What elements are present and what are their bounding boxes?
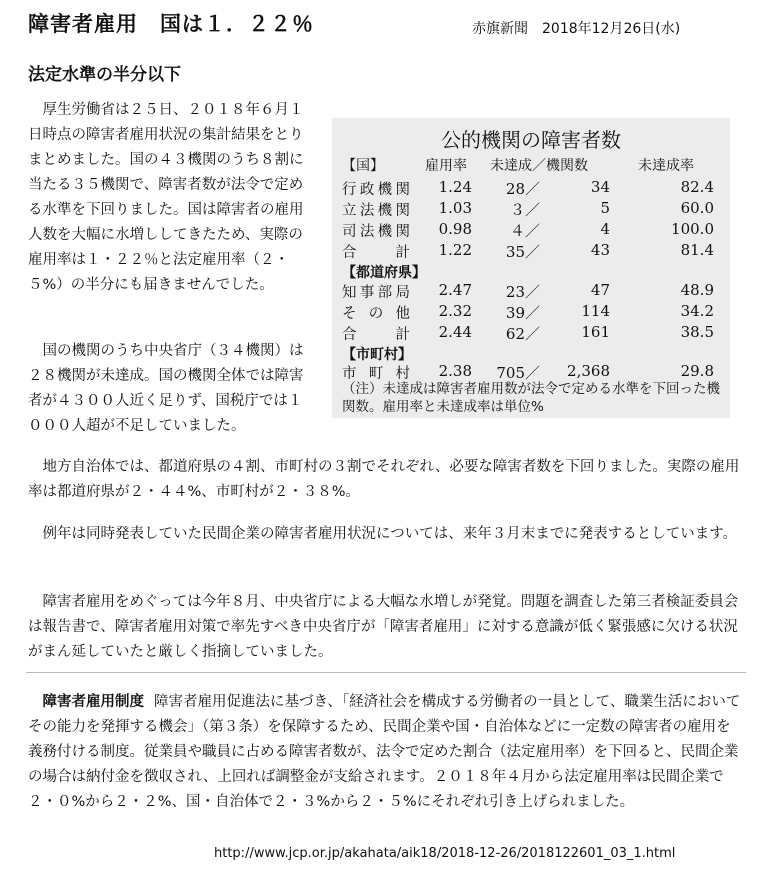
header-unmet-pct: 未達成率	[638, 158, 694, 174]
row-total: 4	[600, 220, 610, 238]
row-name: 立法機関	[342, 203, 410, 219]
paragraph-3: 地方自治体では、都道府県の４割、市町村の３割でそれぞれ、必要な障害者数を下回りました。実際の雇用率は都道府県が２・４４%、市町村が２・３８%。	[28, 459, 740, 500]
row-name: 合 計	[342, 327, 410, 343]
section-divider	[26, 672, 746, 673]
table-title: 公的機関の障害者数	[441, 128, 621, 152]
paragraph-4: 例年は同時発表していた民間企業の障害者雇用状況については、来年３月末までに発表するとしています。	[42, 526, 738, 542]
row-total: 2,368	[567, 362, 610, 380]
row-pct: 34.2	[680, 302, 714, 320]
row-unmet: 28／	[505, 180, 540, 198]
row-rate: 2.38	[438, 362, 472, 380]
table-row	[332, 220, 730, 242]
table-row	[332, 241, 730, 263]
row-rate: 0.98	[438, 220, 472, 238]
row-rate: 1.24	[438, 178, 472, 196]
row-unmet: ３／	[509, 201, 540, 219]
row-rate: 1.22	[438, 241, 472, 259]
row-name: 司法機関	[342, 224, 410, 240]
table-row	[332, 323, 730, 345]
row-unmet: 62／	[505, 325, 540, 343]
row-total: 47	[590, 281, 610, 299]
headline: 障害者雇用 国は１．２２％	[28, 12, 314, 36]
row-total: 43	[590, 241, 610, 259]
row-name: 市 町 村	[342, 366, 410, 382]
stats-table	[332, 118, 730, 418]
publication-date: 赤旗新聞 2018年12月26日(水)	[472, 21, 681, 37]
row-rate: 1.03	[438, 199, 472, 217]
header-rate: 雇用率	[425, 158, 467, 174]
group-label-national: 【国】	[342, 158, 384, 174]
row-unmet: 35／	[505, 243, 540, 261]
row-pct: 38.5	[680, 323, 714, 341]
row-rate: 2.47	[438, 281, 472, 299]
row-unmet: 39／	[505, 304, 540, 322]
header-unmet-count: 未達成／機関数	[490, 158, 588, 174]
glossary-text: 障害者雇用促進法に基づき、「経済社会を構成する労働者の一員として、職業生活においてその能力を発揮する機会」（第３条）を保障するため、民間企業や国・自治体などに一定数の障害者の雇用を義務付ける制度。従業員や職員に占める障害者数が、法令で定めた割合（法定雇用率）を下回ると、民間企業の場合は納付金を徴収され、上回れば調整金が支給されます。２０１８年４月から法定雇用率は民間企業で２・０%から２・２%、国・自治体で２・３%から２・５%にそれぞれ引き上げられました。	[28, 694, 741, 810]
table-row	[332, 178, 730, 200]
table-row	[332, 302, 730, 324]
table-row	[332, 281, 730, 303]
row-name: そ の 他	[342, 306, 410, 322]
subheadline: 法定水準の半分以下	[28, 65, 181, 85]
row-unmet: ４／	[509, 222, 540, 240]
row-name: 合 計	[342, 245, 410, 261]
glossary-box	[28, 690, 744, 815]
table-row	[332, 199, 730, 221]
row-name: 行政機関	[342, 182, 410, 198]
group-label-prefecture: 【都道府県】	[342, 265, 426, 281]
table-note: （注）未達成は障害者雇用数が法令で定める水準を下回った機関数。雇用率と未達成率は単位%	[342, 381, 720, 415]
row-unmet: 705／	[496, 364, 540, 382]
paragraph-2: 国の機関のうち中央省庁（３４機関）は２８機関が未達成。国の機関全体では障害者が４３００人近く足りず、国税庁では１０００人超が不足していました。	[28, 343, 304, 434]
paragraph-1: 厚生労働省は２５日、２０１８年６月１日時点の障害者雇用状況の集計結果をとりまとめました。国の４３機関のうち８割に当たる３５機関で、障害者数が法令で定める水準を下回りました。国は障害者の雇用人数を大幅に水増ししてきたため、実際の雇用率は１・２２％と法定雇用率（２・５%）の半分にも届きませんでした。	[28, 102, 304, 293]
table-header	[332, 155, 730, 177]
row-pct: 100.0	[671, 220, 714, 238]
paragraph-5: 障害者雇用をめぐっては今年８月、中央省庁による大幅な水増しが発覚。問題を調査した第三者検証委員会は報告書で、障害者雇用対策で率先すべき中央省庁が「障害者雇用」に対する意識が低く緊張感に欠ける状況がまん延していたと厳しく指摘していました。	[28, 594, 739, 660]
row-name: 知事部局	[342, 285, 410, 301]
row-unmet: 23／	[505, 283, 540, 301]
row-total: 34	[590, 178, 610, 196]
source-url: http://www.jcp.or.jp/akahata/aik18/2018-12-26/2018122601_03_1.html	[214, 846, 676, 861]
row-pct: 29.8	[680, 362, 714, 380]
row-pct: 48.9	[680, 281, 714, 299]
row-pct: 81.4	[680, 241, 714, 259]
row-total: 161	[581, 323, 610, 341]
row-rate: 2.32	[438, 302, 472, 320]
glossary-term: 障害者雇用制度	[42, 694, 144, 710]
row-pct: 60.0	[680, 199, 714, 217]
row-total: 5	[600, 199, 610, 217]
row-pct: 82.4	[680, 178, 714, 196]
row-rate: 2.44	[438, 323, 472, 341]
group-label-municipality: 【市町村】	[342, 347, 412, 363]
row-total: 114	[581, 302, 610, 320]
